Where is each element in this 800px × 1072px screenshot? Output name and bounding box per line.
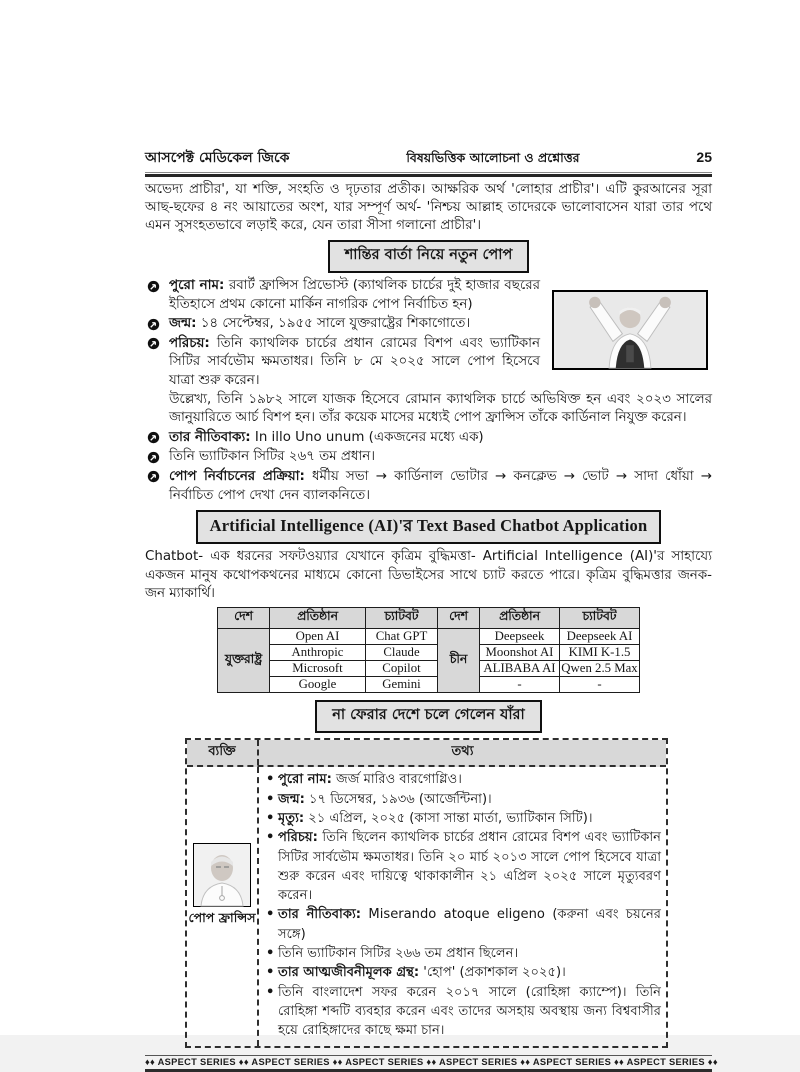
bullet-text: তিনি ভ্যাটিকান সিটির ২৬৭ তম প্রধান। bbox=[169, 449, 376, 465]
arrow-circle-bullet-icon bbox=[147, 280, 160, 293]
org-cell: Microsoft bbox=[270, 661, 366, 677]
bullet-label: পুরো নাম: bbox=[169, 278, 225, 293]
bullet-identity-continued: উল্লেখ্য, তিনি ১৯৮২ সালে যাজক হিসেবে রোমান ক্যাথলিক চার্চে অভিষিক্ত হন এবং ২০২৩ সালের জানুয়ারিতে আর্চ বিশপ হন। তাঁর কয়েক মাসের মধ্যেই পোপ ফ্রান্সিস তাঁকে কার্ডিনাল নিযুক্ত করেন। bbox=[169, 391, 712, 426]
country-usa-cell: যুক্তরাষ্ট্র bbox=[218, 629, 270, 693]
bullet-267th bbox=[145, 448, 712, 467]
dot-bullet-icon: • bbox=[266, 830, 275, 846]
bullet-label: জন্ম: bbox=[169, 316, 197, 332]
dot-bullet-icon: • bbox=[266, 984, 275, 1000]
brand-title: আসপেক্ট মেডিকেল জিকে bbox=[145, 150, 290, 166]
org-cell: Deepseek bbox=[480, 629, 560, 645]
org-cell: Moonshot AI bbox=[480, 645, 560, 661]
fact-bangladesh-visit: • তিনি বাংলাদেশ সফর করেন ২০১৭ সালে (রোহিঙ্গা ক্যাম্পে)। তিনি রোহিঙ্গা শব্দটি ব্যবহার করেন এবং তাদের অসহায় অবস্থায় জন্য বিশ্ববাসীর হয়ে রোহিঙ্গাদের কাছে ক্ষমা চান। bbox=[266, 984, 661, 1039]
section-title-new-pope: শান্তির বার্তা নিয়ে নতুন পোপ bbox=[328, 240, 530, 273]
table-header-row bbox=[218, 608, 640, 629]
dot-bullet-icon: • bbox=[266, 772, 275, 788]
col-header-info: তথ্য bbox=[451, 744, 474, 760]
info-cell bbox=[259, 767, 666, 1045]
pope-portrait-illustration bbox=[194, 844, 250, 906]
arrow-circle-bullet-icon bbox=[147, 451, 160, 464]
arrow-circle-bullet-icon bbox=[147, 318, 160, 331]
fact-full-name: • পুরো নাম: জর্জ মারিও বারগোগ্লিও। bbox=[266, 770, 661, 789]
bullet-label: পরিচয়: bbox=[169, 335, 210, 351]
country-china-cell: চীন bbox=[438, 629, 480, 693]
bullet-text: ধর্মীয় সভা → কার্ডিনাল ভোটার → কনক্লেভ → ভোট → সাদা ধোঁয়া → নির্বাচিত পোপ দেখা দেন ব্যালকনিতে। bbox=[169, 468, 712, 503]
fact-identity: • পরিচয়: তিনি ছিলেন ক্যাথলিক চার্চের প্রধান রোমের বিশপ এবং ভ্যাটিকান সিটির সার্বভৌম ক্ষমতাধর। তিনি ২০ মার্চ ২০১৩ সালে পোপ হিসেবে যাত্রা শুরু করেন এবং দায়িত্বে থাকাকালীন ২১ এপ্রিল ২০২৫ সালে মৃত্যুবরণ করেন। bbox=[266, 830, 661, 904]
col-header-bot: চ্যাটবট bbox=[366, 608, 438, 629]
bot-cell: Gemini bbox=[366, 677, 438, 693]
chatbot-paragraph: Chatbot- এক ধরনের সফটওয়্যার যেখানে কৃত্রিম বুদ্ধিমত্তা- Artificial Intelligence (AI)'র সাহায্যে একজন মানুষ কথোপকথনের মাধ্যমে কোনো ডিভাইসের সাথে চ্যাট করতে পারে। কৃত্রিম বুদ্ধিমত্তার জনক- জন ম্যাকার্থি। bbox=[145, 549, 712, 601]
bullet-motto bbox=[145, 429, 712, 448]
org-cell: - bbox=[480, 677, 560, 693]
table-row bbox=[218, 661, 640, 677]
bullet-text: ১৪ সেপ্টেম্বর, ১৯৫৫ সালে যুক্তরাষ্ট্রের শিকাগোতে। bbox=[196, 316, 471, 332]
bullet-text: In illo Uno unum (একজনের মধ্যে এক) bbox=[250, 429, 484, 445]
arrow-circle-bullet-icon bbox=[147, 337, 160, 350]
org-cell: Anthropic bbox=[270, 645, 366, 661]
bot-cell: KIMI K-1.5 bbox=[560, 645, 640, 661]
header-rule bbox=[145, 172, 712, 177]
section-title-wrap bbox=[145, 510, 712, 544]
dot-bullet-icon: • bbox=[266, 791, 275, 807]
new-pope-bullet-list bbox=[145, 277, 712, 505]
chapter-title: বিষয়ভিত্তিক আলোচনা ও প্রশ্নোত্তর bbox=[406, 150, 580, 165]
arrow-circle-bullet-icon bbox=[147, 470, 160, 483]
aspect-series-footer: ♦♦ ASPECT SERIES ♦♦ ASPECT SERIES ♦♦ ASPECT SERIES ♦♦ ASPECT SERIES ♦♦ ASPECT SERIES ♦♦ ASPECT SERIES ♦♦ bbox=[145, 1055, 712, 1072]
section-title-wrap bbox=[145, 700, 712, 733]
bot-cell: Copilot bbox=[366, 661, 438, 677]
fact-birth: • জন্ম: ১৭ ডিসেম্বর, ১৯৩৬ (আর্জেন্টিনা)। bbox=[266, 790, 661, 809]
bullet-label: তার নীতিবাক্য: bbox=[169, 429, 251, 445]
pope-francis-table bbox=[185, 738, 668, 1047]
org-cell: Google bbox=[270, 677, 366, 693]
bullet-text: রবার্ট ফ্রান্সিস প্রিভোস্ট (ক্যাথলিক চার্চের দুই হাজার বছরের ইতিহাসে প্রথম কোনো মার্কিন নাগরিক পোপ নির্বাচিত হন) bbox=[169, 278, 540, 312]
section-title-ai-chatbot: Artificial Intelligence (AI)'র Text Based Chatbot Application bbox=[196, 510, 662, 544]
table-row bbox=[218, 629, 640, 645]
table-header-row bbox=[187, 740, 666, 767]
bullet-label: পোপ নির্বাচনের প্রক্রিয়া: bbox=[169, 468, 305, 484]
person-cell bbox=[187, 767, 259, 1045]
pope-francis-photo bbox=[193, 843, 251, 907]
bullet-election-process bbox=[145, 468, 712, 505]
col-header-bot: চ্যাটবট bbox=[560, 608, 640, 629]
col-header-country: দেশ bbox=[218, 608, 270, 629]
fact-death: • মৃত্যু: ২১ এপ্রিল, ২০২৫ (কাসা সান্তা মার্তা, ভ্যাটিকান সিটি)। bbox=[266, 809, 661, 828]
bot-cell: Deepseek AI bbox=[560, 629, 640, 645]
intro-paragraph: অভেদ্য প্রাচীর', যা শক্তি, সংহতি ও দৃঢ়তার প্রতীক। আক্ষরিক অর্থ 'লোহার প্রাচীর'। এটি কুরআনের সূরা আছ-ছফের ৪ নং আয়াতের অংশ, যার সম্পূর্ণ অর্থ- 'নিশ্চয় আল্লাহ তাদেরকে ভালোবাসেন যারা তার পথে এমন সুসংহতভাবে লড়াই করে, যেন তারা সীসা গলানো প্রাচীর'। bbox=[145, 182, 712, 233]
table-body-row bbox=[187, 767, 666, 1045]
col-header-org: প্রতিষ্ঠান bbox=[270, 608, 366, 629]
org-cell: Open AI bbox=[270, 629, 366, 645]
bot-cell: Claude bbox=[366, 645, 438, 661]
section-title-obituary: না ফেরার দেশে চলে গেলেন যাঁরা bbox=[315, 700, 542, 733]
table-row bbox=[218, 677, 640, 693]
table-row bbox=[218, 645, 640, 661]
bot-cell: Chat GPT bbox=[366, 629, 438, 645]
bullet-birth bbox=[145, 315, 712, 334]
dot-bullet-icon: • bbox=[266, 965, 275, 981]
bullet-full-name bbox=[145, 277, 712, 314]
fact-motto: • তার নীতিবাক্য: Miserando atoque eligeno (করুনা এবং চয়নের সঙ্গে) bbox=[266, 907, 661, 942]
dot-bullet-icon: • bbox=[266, 810, 275, 826]
dot-bullet-icon: • bbox=[266, 946, 275, 962]
page-number: 25 bbox=[696, 149, 712, 165]
fact-autobiography: • তার আত্মজীবনীমূলক গ্রন্থ: 'হোপ' (প্রকাশকাল ২০২৫)। bbox=[266, 963, 661, 982]
fact-266th: • তিনি ভ্যাটিকান সিটির ২৬৬ তম প্রধান ছিলেন। bbox=[266, 944, 661, 963]
bullet-text: তিনি ক্যাথলিক চার্চের প্রধান রোমের বিশপ এবং ভ্যাটিকান সিটির সার্বভৌম ক্ষমতাধর। তিনি ৮ মে ২০২৫ সালে পোপ হিসেবে যাত্রা শুরু করেন। bbox=[169, 335, 540, 388]
bot-cell: Qwen 2.5 Max bbox=[561, 661, 638, 676]
col-header-country: দেশ bbox=[438, 608, 480, 629]
person-name-label: পোপ ফ্রান্সিস bbox=[188, 910, 256, 926]
col-header-org: প্রতিষ্ঠান bbox=[480, 608, 560, 629]
bullet-identity bbox=[145, 335, 712, 391]
bot-cell: - bbox=[560, 677, 640, 693]
org-cell: ALIBABA AI bbox=[480, 661, 560, 677]
dot-bullet-icon: • bbox=[266, 907, 275, 923]
section-title-wrap bbox=[145, 240, 712, 273]
chatbot-table bbox=[217, 607, 640, 693]
page-content bbox=[145, 146, 718, 1072]
arrow-circle-bullet-icon bbox=[147, 431, 160, 444]
col-header-person: ব্যক্তি bbox=[187, 740, 259, 765]
running-head bbox=[145, 146, 712, 170]
